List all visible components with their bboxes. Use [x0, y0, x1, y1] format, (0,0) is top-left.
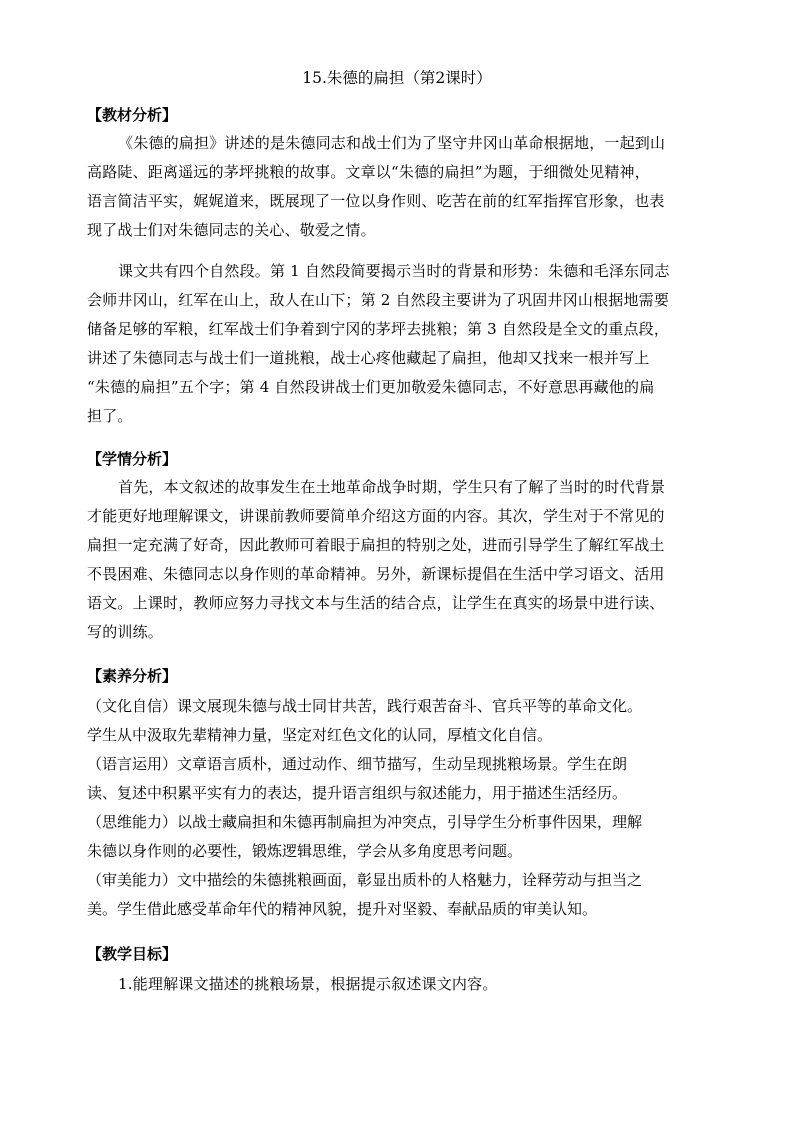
literacy-analysis-list [87, 692, 709, 924]
section-heading-teaching-goals: 【教学目标】 [87, 945, 178, 963]
text-line: 《朱德的扁担》讲述的是朱德同志和战士们为了坚守井冈山革命根据地，一起到山 [118, 134, 666, 152]
text-line: 高路陡、距离遥远的茅坪挑粮的故事。文章以“朱德的扁担”为题，于细微处见精神， [87, 163, 650, 181]
text-line: 讲述了朱德同志与战士们一道挑粮，战士心疼他藏起了扁担，他却又找来一根并写上 [87, 349, 650, 367]
text-line: 储备足够的军粮，红军战士们争着到宁冈的茅坪去挑粮；第 3 自然段是全文的重点段， [87, 320, 670, 338]
text-line: 1.能理解课文描述的挑粮场景，根据提示叙述课文内容。 [118, 975, 498, 993]
text-line: 不畏困难、朱德同志以身作则的革命精神。另外，新课标提倡在生活中学习语文、活用 [87, 565, 665, 583]
textbook-analysis-paragraph-2 [87, 257, 709, 431]
page-title: 15.朱德的扁担（第2课时） [302, 69, 492, 87]
literacy-line: 学生从中汲取先辈精神力量，坚定对红色文化的认同，厚植文化自信。 [87, 726, 553, 744]
literacy-line: 读、复述中积累平实有力的表达，提升语言组织与叙述能力，用于描述生活经历。 [87, 784, 628, 802]
teaching-goal-item-1 [87, 970, 709, 999]
literacy-line: （审美能力）文中描绘的朱德挑粮画面，彰显出质朴的人格魅力，诠释劳动与担当之 [87, 871, 643, 889]
text-line: 课文共有四个自然段。第 1 自然段简要揭示当时的背景和形势：朱德和毛泽东同志 [118, 262, 670, 280]
literacy-line: （语言运用）文章语言质朴，通过动作、细节描写，生动呈现挑粮场景。学生在朗 [87, 755, 628, 773]
text-line: 扁担一定充满了好奇，因此教师可着眼于扁担的特别之处，进而引导学生了解红军战土 [87, 536, 665, 554]
text-line: 会师井冈山，红军在山上，敌人在山下；第 2 自然段主要讲为了巩固井冈山根据地需要 [87, 291, 670, 309]
text-line: 语文。上课时，教师应努力寻找文本与生活的结合点，让学生在真实的场景中进行读、 [87, 594, 665, 612]
literacy-line: （文化自信）课文展现朱德与战士同甘共苦，践行艰苦奋斗、官兵平等的革命文化。 [87, 697, 643, 715]
text-line: “朱德的扁担”五个字；第 4 自然段讲战士们更加敬爱朱德同志，不好意思再藏他的扁 [87, 378, 655, 396]
text-line: 才能更好地理解课文，讲课前教师要简单介绍这方面的内容。其次，学生对于不常见的 [87, 507, 665, 525]
text-line: 首先，本文叙述的故事发生在土地革命战争时期，学生只有了解了当时的时代背景 [118, 478, 666, 496]
student-analysis-paragraph [87, 473, 709, 647]
text-line: 担了。 [87, 407, 133, 425]
literacy-line: （思维能力）以战士藏扁担和朱德再制扁担为冲突点，引导学生分析事件因果，理解 [87, 813, 643, 831]
section-heading-student-analysis: 【学情分析】 [87, 450, 178, 468]
text-line: 现了战士们对朱德同志的关心、敬爱之情。 [87, 221, 376, 239]
section-heading-literacy-analysis: 【素养分析】 [87, 667, 178, 685]
section-heading-textbook-analysis: 【教材分析】 [87, 106, 178, 124]
literacy-line: 朱德以身作则的必要性，锻炼逻辑思维，学会从多角度思考问题。 [87, 842, 523, 860]
literacy-line: 美。学生借此感受革命年代的精神风貌，提升对坚毅、奉献品质的审美认知。 [87, 900, 598, 918]
textbook-analysis-paragraph-1 [87, 129, 709, 245]
text-line: 写的训练。 [87, 623, 164, 641]
text-line: 语言简洁平实，娓娓道来，既展现了一位以身作则、吃苦在前的红军指挥官形象，也表 [87, 192, 665, 210]
